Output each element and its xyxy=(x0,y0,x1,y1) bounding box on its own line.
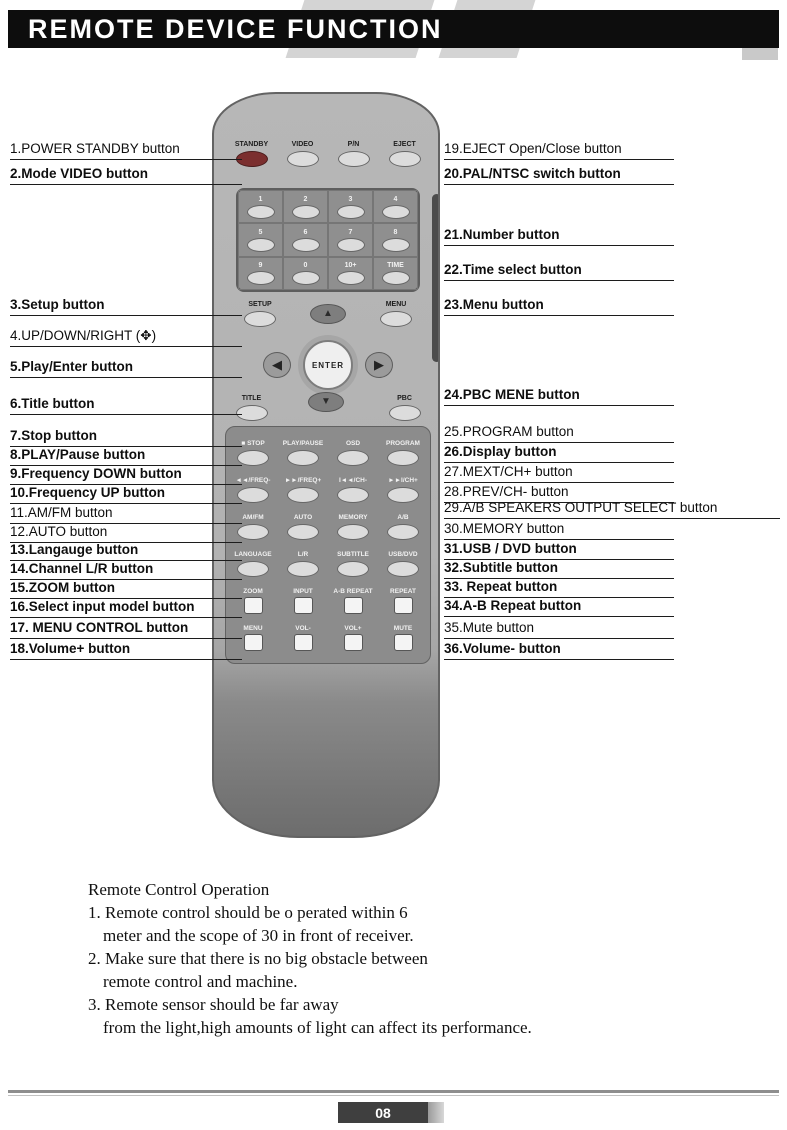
callout-3: 3.Setup button xyxy=(10,297,242,316)
key-label-3: 3 xyxy=(348,195,353,203)
amfm-label: AM/FM xyxy=(242,514,264,521)
enter-label: ENTER xyxy=(311,360,345,370)
language-row xyxy=(228,550,428,577)
ab-label: A/B xyxy=(397,514,409,521)
next-ch-key xyxy=(378,476,428,503)
remote-side-tab xyxy=(432,194,440,362)
pbc-label: PBC xyxy=(397,395,412,402)
numpad-cell xyxy=(373,257,418,290)
stop-label: ■ STOP xyxy=(241,440,265,447)
page-number-badge-tail xyxy=(428,1102,444,1123)
callout-14: 14.Channel L/R button xyxy=(10,561,242,580)
remote-button-input xyxy=(294,597,313,614)
remote-button-8 xyxy=(382,238,410,252)
remote-button-ab-speakers xyxy=(387,524,419,540)
callout-34: 34.A-B Repeat button xyxy=(444,598,674,617)
usbdvd-key xyxy=(378,550,428,577)
remote-button-up xyxy=(310,304,346,324)
notes-title: Remote Control Operation xyxy=(88,880,270,899)
prev-ch-label: I◄◄/CH- xyxy=(338,477,368,484)
callout-4: 4.UP/DOWN/RIGHT (✥) xyxy=(10,328,242,347)
stop-row xyxy=(228,439,428,466)
remote-button-ab-repeat xyxy=(344,597,363,614)
callout-23: 23.Menu button xyxy=(444,297,674,316)
remote-button-mute xyxy=(394,634,413,651)
page-number: 08 xyxy=(375,1104,391,1121)
footer-rule xyxy=(8,1090,779,1093)
remote-button-play-pause xyxy=(287,450,319,466)
freq-up-key xyxy=(278,476,328,503)
auto-key xyxy=(278,513,328,540)
eject-label: EJECT xyxy=(393,141,416,148)
menu-key xyxy=(362,300,430,327)
key-label-7: 7 xyxy=(348,228,353,236)
freq-row xyxy=(228,476,428,503)
operation-notes xyxy=(88,878,668,1039)
callout-11: 11.AM/FM button xyxy=(10,505,242,524)
number-pad xyxy=(236,188,420,292)
remote-button-usb-dvd xyxy=(387,561,419,577)
callout-31: 31.USB / DVD button xyxy=(444,541,674,560)
remote-button-5 xyxy=(247,238,275,252)
remote-button-time xyxy=(382,271,410,285)
input-label: INPUT xyxy=(293,588,313,595)
freq-down-label: ◄◄/FREQ- xyxy=(235,477,271,484)
remote-button-0 xyxy=(292,271,320,285)
note-line: meter and the scope of 30 in front of receiver. xyxy=(103,926,414,945)
subtitle-key xyxy=(328,550,378,577)
remote-button-4 xyxy=(382,205,410,219)
play-pause-key xyxy=(278,439,328,466)
decorative-shape xyxy=(742,46,778,60)
remote-button-menu-control xyxy=(244,634,263,651)
note-line: 2. Make sure that there is no big obstacle between xyxy=(88,949,428,968)
spacer xyxy=(277,394,379,421)
ab-repeat-key xyxy=(328,587,378,614)
subtitle-label: SUBTITLE xyxy=(337,551,369,558)
callout-20: 20.PAL/NTSC switch button xyxy=(444,166,674,185)
note-line: from the light,high amounts of light can affect its performance. xyxy=(103,1018,532,1037)
callout-26: 26.Display button xyxy=(444,444,674,463)
callout-17: 17. MENU CONTROL button xyxy=(10,620,242,639)
remote-button-1 xyxy=(247,205,275,219)
up-arrow-icon: ▲ xyxy=(323,308,333,319)
amfm-row xyxy=(228,513,428,540)
remote-button-video xyxy=(287,151,319,167)
remote-button-right xyxy=(365,352,393,378)
remote-button-next-ch xyxy=(387,487,419,503)
program-key xyxy=(378,439,428,466)
callout-6: 6.Title button xyxy=(10,396,242,415)
callout-2: 2.Mode VIDEO button xyxy=(10,166,242,185)
down-arrow-icon: ▼ xyxy=(321,396,331,407)
play-pause-label: PLAY/PAUSE xyxy=(282,440,324,447)
key-label-1: 1 xyxy=(258,195,263,203)
note-line: remote control and machine. xyxy=(103,972,298,991)
numpad-cell xyxy=(373,190,418,223)
menu-label: MENU xyxy=(385,301,407,308)
numpad-cell xyxy=(283,257,328,290)
remote-button-auto xyxy=(287,524,319,540)
remote-button-vol-minus xyxy=(294,634,313,651)
remote-button-10plus xyxy=(337,271,365,285)
lr-label: L/R xyxy=(297,551,309,558)
callout-1: 1.POWER STANDBY button xyxy=(10,141,242,160)
program-label: PROGRAM xyxy=(386,440,420,447)
auto-label: AUTO xyxy=(293,514,313,521)
remote-button-6 xyxy=(292,238,320,252)
callout-32: 32.Subtitle button xyxy=(444,560,674,579)
callout-19: 19.EJECT Open/Close button xyxy=(444,141,674,160)
video-label: VIDEO xyxy=(291,141,314,148)
remote-button-memory xyxy=(337,524,369,540)
callout-10: 10.Frequency UP button xyxy=(10,485,242,504)
setup-menu-row xyxy=(226,300,430,327)
remote-button-menu xyxy=(380,311,412,327)
mute-key xyxy=(378,624,428,651)
title-pbc-row xyxy=(226,394,430,421)
setup-label: SETUP xyxy=(248,301,272,308)
usbdvd-label: USB/DVD xyxy=(388,551,418,558)
numpad-cell xyxy=(238,190,283,223)
callout-35: 35.Mute button xyxy=(444,620,674,639)
remote-button-eject xyxy=(389,151,421,167)
input-key xyxy=(278,587,328,614)
callout-27: 27.MEXT/CH+ button xyxy=(444,464,674,483)
ab-key xyxy=(378,513,428,540)
remote-button-2 xyxy=(292,205,320,219)
left-arrow-icon: ◀ xyxy=(272,357,282,372)
osd-label: OSD xyxy=(345,440,361,447)
callout-18: 18.Volume+ button xyxy=(10,641,242,660)
footer-rule-thin xyxy=(8,1095,779,1096)
mute-label: MUTE xyxy=(393,625,413,632)
callout-13: 13.Langauge button xyxy=(10,542,242,561)
remote-button-7 xyxy=(337,238,365,252)
zoom-label: ZOOM xyxy=(243,588,263,595)
numpad-cell xyxy=(238,223,283,256)
remote-button-prev-ch xyxy=(337,487,369,503)
prev-ch-key xyxy=(328,476,378,503)
note-line: 1. Remote control should be o perated within 6 xyxy=(88,903,408,922)
pn-label: P/N xyxy=(347,141,360,148)
callout-25: 25.PROGRAM button xyxy=(444,424,674,443)
callout-36: 36.Volume- button xyxy=(444,641,674,660)
right-arrow-icon: ▶ xyxy=(374,357,384,372)
callout-12: 12.AUTO button xyxy=(10,524,242,543)
key-label-2: 2 xyxy=(303,195,308,203)
key-label-0: 0 xyxy=(303,262,308,270)
vol-minus-label: VOL- xyxy=(295,625,311,632)
up-key xyxy=(294,300,362,327)
remote-button-3 xyxy=(337,205,365,219)
callout-24: 24.PBC MENE button xyxy=(444,387,674,406)
remote-button-zoom xyxy=(244,597,263,614)
remote-button-setup xyxy=(244,311,276,327)
key-label-6: 6 xyxy=(303,228,308,236)
memory-key xyxy=(328,513,378,540)
callout-8: 8.PLAY/Pause button xyxy=(10,447,242,466)
callout-22: 22.Time select button xyxy=(444,262,674,281)
remote-button-vol-plus xyxy=(344,634,363,651)
page-header xyxy=(8,10,779,48)
navigation-cluster xyxy=(226,340,430,390)
remote-button-osd xyxy=(337,450,369,466)
function-key-panel xyxy=(225,426,431,664)
key-label-10plus: 10+ xyxy=(344,262,357,270)
callout-9: 9.Frequency DOWN button xyxy=(10,466,242,485)
numpad-cell xyxy=(328,257,373,290)
title-label: TITLE xyxy=(241,395,262,402)
remote-button-subtitle xyxy=(337,561,369,577)
remote-button-enter xyxy=(303,340,353,390)
vol-plus-label: VOL+ xyxy=(344,625,362,632)
remote-button-lr xyxy=(287,561,319,577)
remote-control-illustration xyxy=(212,92,440,838)
vol-plus-key xyxy=(328,624,378,651)
next-ch-label: ►►I/CH+ xyxy=(388,477,418,484)
page-title: REMOTE DEVICE FUNCTION xyxy=(28,13,443,44)
callout-30: 30.MEMORY button xyxy=(444,521,674,540)
numpad-cell xyxy=(283,223,328,256)
key-label-5: 5 xyxy=(258,228,263,236)
remote-button-left xyxy=(263,352,291,378)
numpad-cell xyxy=(283,190,328,223)
pn-key xyxy=(328,140,379,167)
video-key xyxy=(277,140,328,167)
numpad-cell xyxy=(238,257,283,290)
callout-28: 28.PREV/CH- button xyxy=(444,484,674,503)
pbc-key xyxy=(379,394,430,421)
remote-top-row xyxy=(226,140,430,167)
callout-7: 7.Stop button xyxy=(10,428,242,447)
numpad-cell xyxy=(373,223,418,256)
remote-button-9 xyxy=(247,271,275,285)
remote-button-pal-ntsc xyxy=(338,151,370,167)
key-label-9: 9 xyxy=(258,262,263,270)
lr-key xyxy=(278,550,328,577)
memory-label: MEMORY xyxy=(338,514,368,521)
key-label-4: 4 xyxy=(393,195,398,203)
volume-row xyxy=(228,624,428,651)
key-label-time: TIME xyxy=(387,262,404,270)
callout-5: 5.Play/Enter button xyxy=(10,359,242,378)
standby-label: STANDBY xyxy=(234,141,269,148)
key-label-8: 8 xyxy=(393,228,398,236)
remote-button-freq-up xyxy=(287,487,319,503)
vol-minus-key xyxy=(278,624,328,651)
note-line: 3. Remote sensor should be far away xyxy=(88,995,339,1014)
language-label: LANGUAGE xyxy=(234,551,272,558)
freq-up-label: ►►/FREQ+ xyxy=(284,477,322,484)
remote-button-repeat xyxy=(394,597,413,614)
remote-button-pbc xyxy=(389,405,421,421)
callout-33: 33. Repeat button xyxy=(444,579,674,598)
zoom-row xyxy=(228,587,428,614)
page-number-badge xyxy=(338,1102,428,1123)
osd-key xyxy=(328,439,378,466)
ab-repeat-label: A-B REPEAT xyxy=(333,588,373,595)
callout-16: 16.Select input model button xyxy=(10,599,242,618)
eject-key xyxy=(379,140,430,167)
callout-21: 21.Number button xyxy=(444,227,674,246)
menu-control-label: MENU xyxy=(243,625,263,632)
repeat-label: REPEAT xyxy=(390,588,416,595)
numpad-cell xyxy=(328,190,373,223)
repeat-key xyxy=(378,587,428,614)
callout-15: 15.ZOOM button xyxy=(10,580,242,599)
remote-button-program xyxy=(387,450,419,466)
callout-29: 29.A/B SPEAKERS OUTPUT SELECT button xyxy=(444,500,780,519)
numpad-cell xyxy=(328,223,373,256)
